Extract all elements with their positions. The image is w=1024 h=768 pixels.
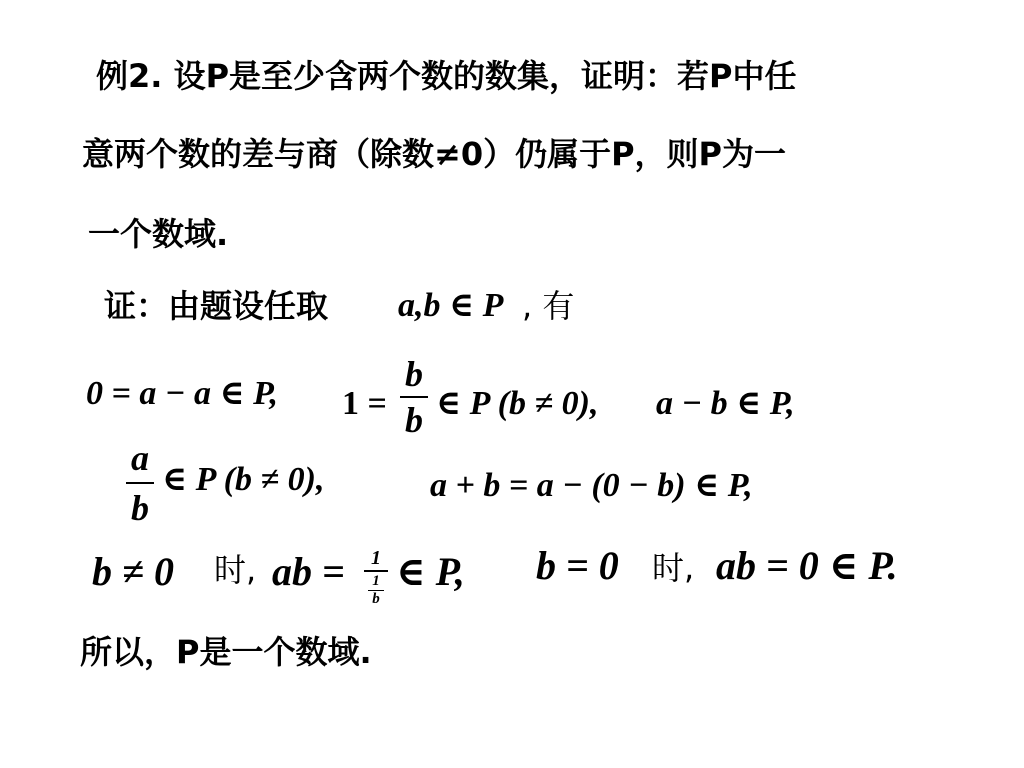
prod-rhs-expr: ∈ P,: [396, 549, 465, 594]
cond2-expr: b = 0: [536, 543, 619, 588]
product-rhs: [396, 549, 465, 594]
conclusion: 所以，P是一个数域.: [80, 633, 372, 671]
condition-b-zero: [536, 543, 619, 588]
fraction-bar: [400, 396, 428, 398]
inner-denominator: b: [372, 591, 380, 607]
sum-expr: a + b = a − (0 − b) ∈ P,: [430, 467, 753, 504]
problem-line-2: 意两个数的差与商（除数≠0）仍属于P，则P为一: [82, 135, 786, 173]
product-numerator: 1: [371, 547, 381, 569]
problem-line-1: 例2. 设P是至少含两个数的数集，证明：若P中任: [96, 57, 797, 95]
prod-lhs-expr: ab =: [272, 549, 345, 594]
zero-expr: 0 = a − a ∈ P,: [86, 375, 279, 412]
one-lhs: 1 =: [342, 385, 387, 422]
condition-b-nonzero: [92, 549, 174, 594]
proof-intro-text: 证：由题设任取: [104, 287, 329, 325]
sum-expression: [430, 466, 753, 506]
one-fraction-denominator: b: [405, 400, 423, 440]
diff-expr: a − b ∈ P,: [656, 385, 795, 422]
shi-1: 时,: [214, 551, 257, 589]
quotient-denominator: b: [131, 488, 149, 528]
quotient-numerator: a: [131, 438, 149, 478]
one-fraction-numerator: b: [405, 354, 423, 394]
intro-math-expr: a,b ∈ P: [398, 287, 504, 324]
proof-intro-tail: , 有: [522, 287, 575, 325]
product-lhs: [272, 549, 345, 594]
one-rhs-expr: ∈ P (b ≠ 0),: [436, 385, 599, 422]
fraction-bar: [126, 482, 154, 484]
prod2-expr: ab = 0 ∈ P.: [716, 543, 898, 588]
shi-2: 时,: [652, 549, 695, 587]
quotient-rhs: [162, 460, 324, 500]
zero-expression: [86, 374, 278, 414]
product-fraction: [364, 548, 388, 607]
product-zero-expression: [716, 543, 898, 588]
inner-numerator: 1: [372, 573, 380, 589]
proof-intro-math: [398, 286, 503, 326]
cond1-expr: b ≠ 0: [92, 549, 174, 594]
problem-line-3: 一个数域.: [88, 215, 229, 253]
one-fraction: [400, 356, 428, 438]
one-rhs: [436, 384, 598, 424]
product-denominator: [364, 574, 388, 607]
fraction-bar: [364, 570, 388, 572]
difference-expression: [656, 384, 795, 424]
quotient-fraction: [126, 440, 154, 526]
quot-rhs-expr: ∈ P (b ≠ 0),: [162, 461, 325, 498]
